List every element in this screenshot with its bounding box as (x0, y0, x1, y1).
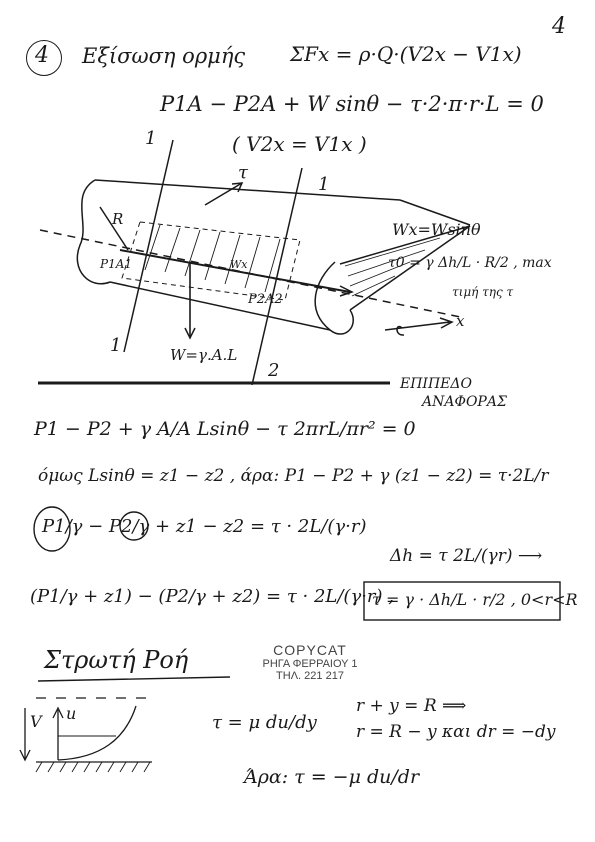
section-2-bottom-label: 2 (268, 360, 280, 381)
p1a1-label: P1A1 (100, 257, 133, 271)
velocity-condition: ( V2x = V1x ) (232, 132, 367, 156)
stamp-line-2: ΡΗΓΑ ΦΕΡΡΑΙΟΥ 1 (262, 658, 358, 670)
delta-h-equation: Δh = τ 2L/(γr) ⟶ (390, 546, 543, 566)
equation-line-1: P1 − P2 + γ A/A Lsinθ − τ 2πrL/πr² = 0 (34, 418, 416, 440)
equation-line-2: όμως Lsinθ = z1 − z2 , άρα: P1 − P2 + γ (z1 − z2) = τ·2L/r (38, 466, 549, 486)
momentum-equation: ΣFx = ρ·Q·(V2x − V1x) (290, 42, 522, 66)
viscosity-equation: τ = μ du/dy (212, 712, 317, 733)
equation-line-4: (P1/γ + z1) − (P2/γ + z2) = τ · 2L/(γ·r) , (30, 586, 394, 607)
tau-max-note: τιμή της τ (452, 285, 514, 299)
section-number: 4 (35, 43, 49, 68)
final-shear-equation: Άρα: τ = −μ du/dr (244, 766, 420, 788)
radius-label: R (112, 210, 124, 228)
section-2-top-label: 1 (318, 174, 330, 195)
force-balance-equation: P1A − P2A + W sinθ − τ·2·π·r·L = 0 (160, 92, 544, 116)
weight-label: W=γ.A.L (170, 346, 238, 364)
profile-u-label: u (66, 704, 77, 723)
page-number: 4 (552, 14, 566, 39)
boxed-shear-result: τ = γ · Δh/L · r/2 , 0<r<R (372, 590, 578, 609)
stamp-line-3: ΤΗΛ. 221 217 (276, 670, 344, 682)
reference-plane-label-1: ΕΠΙΠΕΔΟ (400, 376, 472, 392)
coordinate-equation-1: r + y = R ⟹ (356, 696, 467, 716)
x-axis-label: x (456, 312, 465, 330)
stamp-line-1: COPYCAT (273, 642, 347, 658)
shear-label: τ (238, 162, 248, 183)
equation-line-3: P1/γ − P2/γ + z1 − z2 = τ · 2L/(γ·r) (42, 516, 367, 537)
profile-v-label: V (30, 712, 42, 731)
section-1-bottom-label: 1 (110, 335, 122, 356)
copyshop-stamp (240, 642, 380, 682)
section-1-top-label: 1 (145, 128, 157, 149)
coordinate-equation-2: r = R − y και dr = −dy (356, 722, 556, 742)
laminar-flow-subheading: Στρωτή Ροή (44, 646, 189, 674)
reference-plane-label-2: ΑΝΑΦΟΡΑΣ (422, 394, 507, 410)
heading-momentum: Εξίσωση ορμής (82, 44, 246, 68)
tau0-equation: τ0 = γ Δh/L · R/2 , max (388, 255, 552, 271)
wx-equation: Wx=Wsinθ (392, 220, 481, 239)
wx-label: Wx (230, 258, 248, 271)
p2a2-label: P2A2 (248, 292, 283, 307)
